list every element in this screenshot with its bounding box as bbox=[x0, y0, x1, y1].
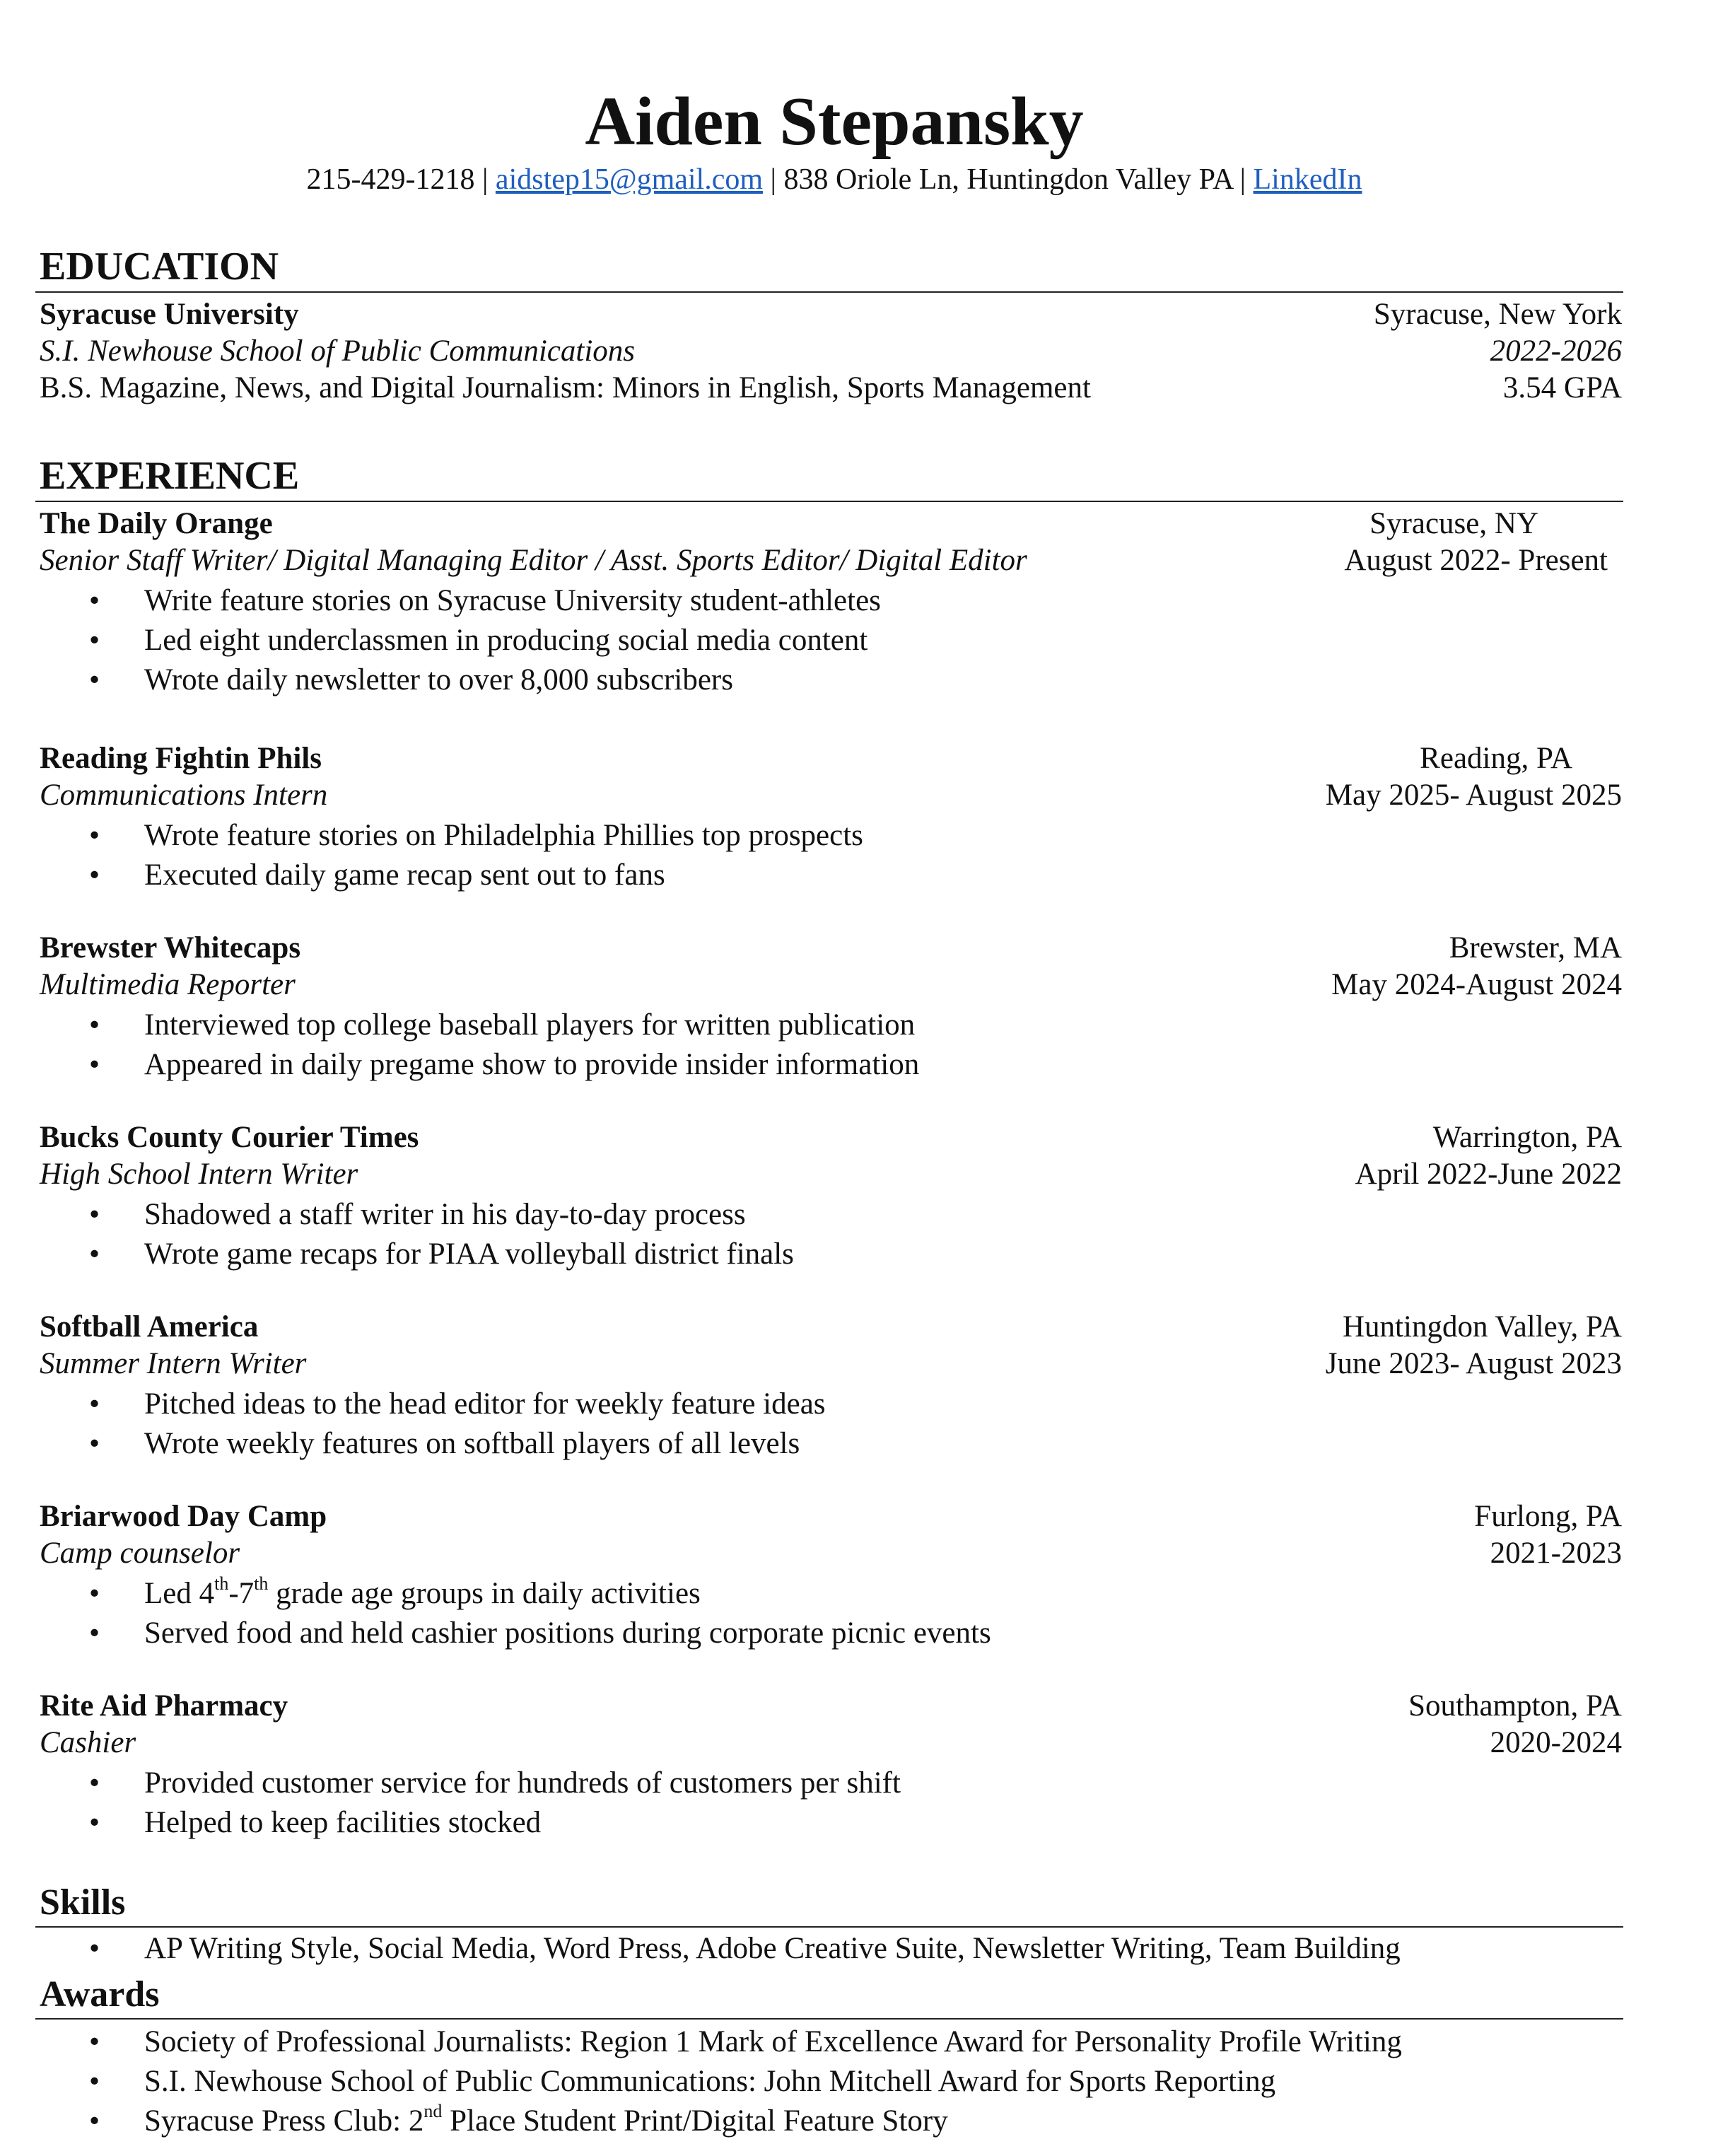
job-title-row bbox=[40, 1155, 1622, 1194]
text-part: -7 bbox=[228, 1577, 255, 1610]
bullet-icon: • bbox=[89, 2104, 100, 2138]
education-heading: EDUCATION bbox=[40, 245, 279, 289]
job-org: Reading Fightin Phils bbox=[40, 742, 322, 775]
bullet-icon: • bbox=[89, 819, 100, 852]
bullet-text: S.I. Newhouse School of Public Communications: John Mitchell Award for Sports Reporting bbox=[144, 2065, 1276, 2098]
bullet-icon: • bbox=[89, 1237, 100, 1271]
job-dates: 2021-2023 bbox=[1490, 1537, 1622, 1570]
candidate-name: Aiden Stepansky bbox=[585, 83, 1084, 160]
job-location: Furlong, PA bbox=[1474, 1500, 1622, 1533]
job-title: Cashier bbox=[40, 1726, 136, 1759]
job-title: Multimedia Reporter bbox=[40, 968, 296, 1001]
job-location: Southampton, PA bbox=[1408, 1689, 1622, 1723]
bullet-icon: • bbox=[89, 1932, 100, 1965]
bullet-text: Wrote weekly features on softball players of all levels bbox=[144, 1427, 800, 1460]
bullet-text bbox=[144, 1574, 701, 1614]
superscript: nd bbox=[423, 2100, 443, 2121]
bullet-text: Provided customer service for hundreds of customers per shift bbox=[144, 1766, 901, 1800]
linkedin-link[interactable]: LinkedIn bbox=[1253, 163, 1362, 196]
text-part: Place Student Print/Digital Feature Story bbox=[442, 2104, 948, 2138]
bullet-text bbox=[144, 2102, 948, 2141]
school-location: Syracuse, New York bbox=[1373, 298, 1622, 331]
college-name: S.I. Newhouse School of Public Communications bbox=[40, 334, 636, 368]
job-org: Briarwood Day Camp bbox=[40, 1500, 327, 1533]
job-header bbox=[40, 1308, 1622, 1346]
bullet-text: Pitched ideas to the head editor for weekly feature ideas bbox=[144, 1387, 826, 1421]
text-part: grade age groups in daily activities bbox=[268, 1577, 701, 1610]
bullet-text: Served food and held cashier positions during corporate picnic events bbox=[144, 1616, 991, 1650]
bullet-text: Appeared in daily pregame show to provide insider information bbox=[144, 1048, 920, 1081]
bullet-icon: • bbox=[89, 584, 100, 617]
bullet-icon: • bbox=[89, 1616, 100, 1650]
job-title: Senior Staff Writer/ Digital Managing Editor / Asst. Sports Editor/ Digital Editor bbox=[40, 544, 1027, 577]
bullet-icon: • bbox=[89, 663, 100, 697]
education-row-college bbox=[40, 332, 1622, 371]
job-location: Reading, PA bbox=[1420, 742, 1572, 775]
skills-heading: Skills bbox=[40, 1882, 126, 1923]
bullet-icon: • bbox=[89, 1198, 100, 1231]
bullet-text: Society of Professional Journalists: Region 1 Mark of Excellence Award for Personality Profile Writing bbox=[144, 2025, 1402, 2058]
education-row-degree bbox=[40, 369, 1622, 407]
phone-number: 215-429-1218 bbox=[306, 163, 475, 196]
degree-text: B.S. Magazine, News, and Digital Journalism: Minors in English, Sports Management bbox=[40, 371, 1091, 404]
job-dates: May 2025- August 2025 bbox=[1325, 779, 1622, 812]
superscript: th bbox=[214, 1573, 229, 1594]
bullet-icon: • bbox=[89, 624, 100, 657]
job-org: Bucks County Courier Times bbox=[40, 1121, 419, 1154]
job-title: Camp counselor bbox=[40, 1537, 240, 1570]
email-link[interactable]: aidstep15@gmail.com bbox=[495, 163, 764, 196]
job-location: Syracuse, NY bbox=[1369, 507, 1538, 540]
job-dates: August 2022- Present bbox=[1344, 544, 1608, 577]
job-header bbox=[40, 1498, 1622, 1536]
job-title-row bbox=[40, 542, 1622, 580]
bullet-text: Interviewed top college baseball players for written publication bbox=[144, 1008, 916, 1042]
job-title-row bbox=[40, 1724, 1622, 1762]
experience-heading: EXPERIENCE bbox=[40, 454, 300, 498]
job-title-row bbox=[40, 1345, 1622, 1383]
school-name: Syracuse University bbox=[40, 298, 299, 331]
bullet-icon: • bbox=[89, 1766, 100, 1800]
job-org: Rite Aid Pharmacy bbox=[40, 1689, 288, 1723]
job-org: Brewster Whitecaps bbox=[40, 931, 301, 965]
education-row-school bbox=[40, 296, 1622, 334]
bullet-text: Helped to keep facilities stocked bbox=[144, 1806, 542, 1839]
job-title: High School Intern Writer bbox=[40, 1158, 358, 1191]
bullet-icon: • bbox=[89, 1387, 100, 1421]
text-part: Led 4 bbox=[144, 1577, 215, 1610]
section-divider bbox=[35, 2018, 1623, 2020]
job-location: Warrington, PA bbox=[1432, 1121, 1622, 1154]
text-part: Syracuse Press Club: 2 bbox=[144, 2104, 424, 2138]
bullet-icon: • bbox=[89, 858, 100, 892]
gpa-text: 3.54 GPA bbox=[1502, 371, 1622, 404]
job-dates: May 2024-August 2024 bbox=[1331, 968, 1622, 1001]
bullet-text: Shadowed a staff writer in his day-to-day process bbox=[144, 1198, 746, 1231]
job-header bbox=[40, 929, 1622, 967]
contact-line bbox=[0, 160, 1669, 199]
job-header bbox=[40, 740, 1622, 778]
section-divider bbox=[35, 501, 1623, 502]
separator: | bbox=[474, 163, 496, 196]
job-header bbox=[40, 505, 1622, 543]
job-org: Softball America bbox=[40, 1310, 259, 1344]
job-dates: June 2023- August 2023 bbox=[1325, 1347, 1622, 1380]
job-title: Summer Intern Writer bbox=[40, 1347, 307, 1380]
bullet-icon: • bbox=[89, 2025, 100, 2058]
job-dates: 2020-2024 bbox=[1490, 1726, 1622, 1759]
bullet-text: Write feature stories on Syracuse University student-athletes bbox=[144, 584, 881, 617]
job-title: Communications Intern bbox=[40, 779, 328, 812]
address-text: | 838 Oriole Ln, Huntingdon Valley PA | bbox=[763, 163, 1254, 196]
bullet-text: AP Writing Style, Social Media, Word Press, Adobe Creative Suite, Newsletter Writing, Team Building bbox=[144, 1932, 1401, 1965]
job-title-row bbox=[40, 966, 1622, 1004]
job-title-row bbox=[40, 1534, 1622, 1573]
bullet-text: Led eight underclassmen in producing social media content bbox=[144, 624, 868, 657]
bullet-text: Executed daily game recap sent out to fans bbox=[144, 858, 665, 892]
bullet-icon: • bbox=[89, 1577, 100, 1610]
bullet-text: Wrote daily newsletter to over 8,000 subscribers bbox=[144, 663, 733, 697]
bullet-icon: • bbox=[89, 1048, 100, 1081]
job-location: Brewster, MA bbox=[1449, 931, 1622, 965]
bullet-icon: • bbox=[89, 1008, 100, 1042]
job-title-row bbox=[40, 776, 1622, 815]
job-header bbox=[40, 1119, 1622, 1157]
bullet-text: Wrote game recaps for PIAA volleyball district finals bbox=[144, 1237, 794, 1271]
education-years: 2022-2026 bbox=[1490, 334, 1622, 368]
job-location: Huntingdon Valley, PA bbox=[1343, 1310, 1622, 1344]
bullet-icon: • bbox=[89, 2065, 100, 2098]
bullet-icon: • bbox=[89, 1806, 100, 1839]
section-divider bbox=[35, 1926, 1623, 1928]
bullet-text: Wrote feature stories on Philadelphia Phillies top prospects bbox=[144, 819, 863, 852]
job-dates: April 2022-June 2022 bbox=[1355, 1158, 1622, 1191]
section-divider bbox=[35, 291, 1623, 293]
awards-heading: Awards bbox=[40, 1974, 160, 2015]
job-org: The Daily Orange bbox=[40, 507, 273, 540]
job-header bbox=[40, 1687, 1622, 1725]
bullet-icon: • bbox=[89, 1427, 100, 1460]
superscript: th bbox=[254, 1573, 269, 1594]
